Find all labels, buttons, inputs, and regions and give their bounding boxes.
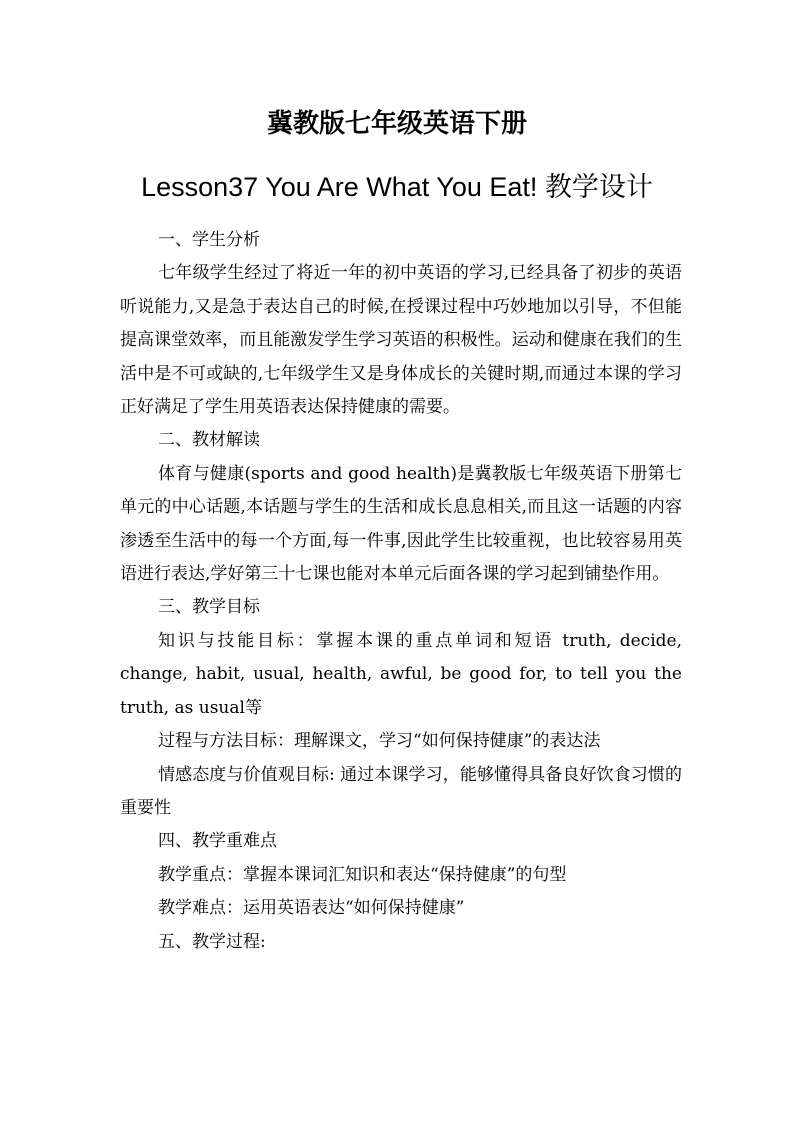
section-heading: 四、教学重难点 — [158, 831, 277, 852]
paragraph: 过程与方法目标：理解课文，学习“如何保持健康”的表达法 — [158, 731, 601, 752]
section-heading: 二、教材解读 — [158, 430, 260, 451]
paragraph: 教学难点：运用英语表达“如何保持健康” — [158, 898, 465, 919]
paragraph: 体育与健康(sports and good health)是冀教版七年级英语下册第七单元的中心话题,本话题与学生的生活和成长息息相关,而且这一话题的内容渗透至生活中的每一个方面,每一件事,因此学生比较重视，也比较容易用英语进行表达,学好第三十七课也能对本单元后面各课的学习起到铺垫作用。 — [120, 463, 682, 585]
paragraph: 七年级学生经过了将近一年的初中英语的学习,已经具备了初步的英语听说能力,又是急于表达自己的时候,在授课过程中巧妙地加以引导，不但能提高课堂效率，而且能激发学生学习英语的积极性。运动和健康在我们的生活中是不可或缺的,七年级学生又是身体成长的关键时期,而通过本课的学习正好满足了学生用英语表达保持健康的需要。 — [120, 263, 682, 418]
document-title: 冀教版七年级英语下册 — [266, 109, 527, 139]
section-heading: 一、学生分析 — [158, 230, 260, 250]
paragraph: 教学重点：掌握本课词汇知识和表达“保持健康”的句型 — [158, 864, 567, 885]
document-subtitle: Lesson37 You Are What You Eat! 教学设计 — [141, 172, 653, 202]
paragraph: 知识与技能目标：掌握本课的重点单词和短语 truth, decide, change, habit, usual, health, awful, be good for, to tell you the truth, as usual等 — [120, 630, 682, 718]
document-body — [120, 224, 682, 959]
section-heading: 三、教学目标 — [158, 597, 260, 618]
paragraph: 情感态度与价值观目标: 通过本课学习，能够懂得具备良好饮食习惯的重要性 — [120, 764, 682, 818]
section-heading: 五、教学过程: — [158, 931, 266, 952]
